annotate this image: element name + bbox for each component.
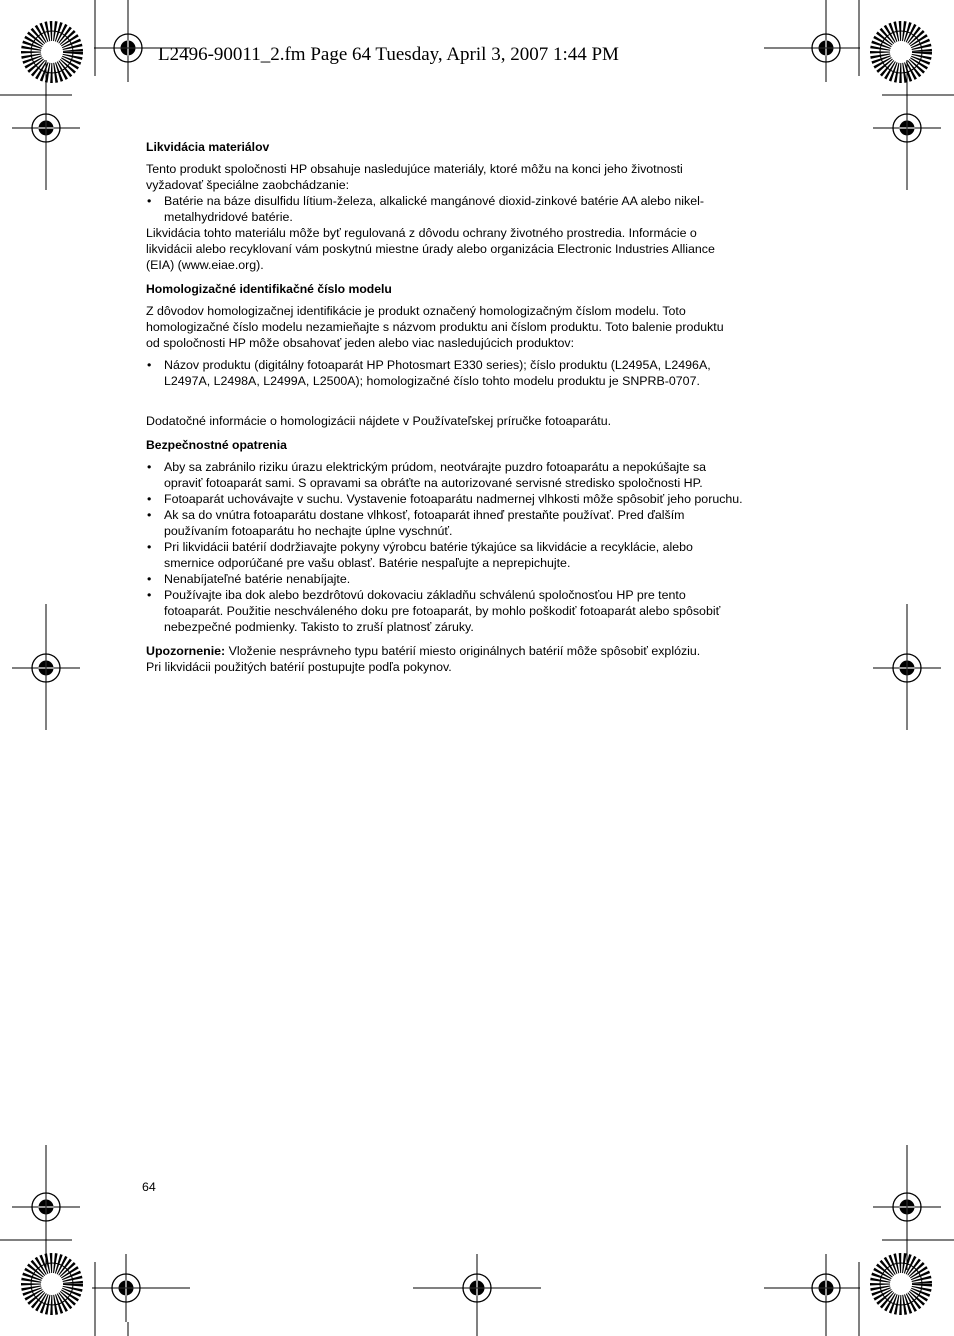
list-item-line: Názov produktu (digitálny fotoaparát HP Photosmart E330 series); číslo produktu (L2495A, L2496A, xyxy=(164,358,711,372)
list-item-line: smernice odporúčané pre vašu oblasť. Batérie nespaľujte a neprepichujte. xyxy=(164,556,571,570)
list-item-line: Fotoaparát uchovávajte v suchu. Vystavenie fotoaparátu nadmernej vlhkosti môže spôsobiť jeho poruchu. xyxy=(164,492,743,506)
list-item-line: nebezpečné podmienky. Takisto to zruší platnosť záruky. xyxy=(164,620,474,634)
section-disposal xyxy=(146,139,771,273)
page-number: 64 xyxy=(142,1180,156,1194)
list-item xyxy=(146,491,771,507)
starburst-mark-top-left xyxy=(31,31,73,73)
list-item xyxy=(146,539,771,571)
list-item xyxy=(146,507,771,539)
section-heading: Homologizačné identifikačné číslo modelu xyxy=(146,282,392,296)
paragraph-line: Pri likvidácii použitých batérií postupujte podľa pokynov. xyxy=(146,660,452,674)
list-item-line: Ak sa do vnútra fotoaparátu dostane vlhkosť, fotoaparát ihneď prestaňte používať. Pred ďalším xyxy=(164,508,685,522)
list-item xyxy=(146,587,771,635)
starburst-mark-bottom-left xyxy=(31,1263,73,1305)
warning-text: Vloženie nesprávneho typu batérií miesto originálnych batérií môže spôsobiť explóziu. xyxy=(225,644,701,658)
list-item-line: fotoaparát. Použitie neschváleného doku pre fotoaparát, by mohlo poškodiť fotoaparát alebo spôsobiť xyxy=(164,604,721,618)
paragraph-line: vyžadovať špeciálne zaobchádzanie: xyxy=(146,178,350,192)
list-item-line: Nenabíjateľné batérie nenabíjajte. xyxy=(164,572,351,586)
section-heading: Bezpečnostné opatrenia xyxy=(146,438,287,452)
paragraph-line: Z dôvodov homologizačnej identifikácie je produkt označený homologizačným číslom modelu. Toto xyxy=(146,304,686,318)
section-heading: Likvidácia materiálov xyxy=(146,140,270,154)
print-header: L2496-90011_2.fm Page 64 Tuesday, April 3, 2007 1:44 PM xyxy=(158,44,619,65)
section-regulatory xyxy=(146,281,771,429)
list-item-line: metalhydridové batérie. xyxy=(164,210,293,224)
list-item-line: používaním fotoaparátu ho nechajte úplne vyschnúť. xyxy=(164,524,453,538)
bullet-list xyxy=(146,459,771,635)
section-warning xyxy=(146,643,771,675)
starburst-mark-bottom-right xyxy=(880,1263,922,1305)
warning-label: Upozornenie: xyxy=(146,644,226,658)
list-item-line: Používajte iba dok alebo bezdrôtovú dokovaciu základňu schválenú spoločnosťou HP pre tento xyxy=(164,588,686,602)
list-item xyxy=(146,193,771,225)
page-content xyxy=(146,139,771,675)
paragraph-line: homologizačné číslo modelu nezamieňajte s názvom produktu ani číslom produktu. Toto balenie produktu xyxy=(146,320,724,334)
list-item-line: Batérie na báze disulfidu lítium-železa, alkalické mangánové dioxid-zinkové batérie AA alebo nikel- xyxy=(164,194,704,208)
paragraph-line: Likvidácia tohto materiálu môže byť regulovaná z dôvodu ochrany životného prostredia. Informácie o xyxy=(146,226,697,240)
section-safety xyxy=(146,437,771,635)
paragraph-line: od spoločnosti HP môže obsahovať jeden alebo viac nasledujúcich produktov: xyxy=(146,336,575,350)
starburst-mark-top-right xyxy=(880,31,922,73)
list-item-line: Aby sa zabránilo riziku úrazu elektrickým prúdom, neotvárajte puzdro fotoaparátu a nepokúšajte sa xyxy=(164,460,707,474)
bullet-list xyxy=(146,193,771,225)
bullet-list xyxy=(146,357,771,389)
list-item-line: L2497A, L2498A, L2499A, L2500A); homologizačné číslo tohto modelu produktu je SNPRB-0707. xyxy=(164,374,700,388)
warning-line xyxy=(146,643,771,659)
paragraph-line: (EIA) (www.eiae.org). xyxy=(146,258,264,272)
paragraph-line: Dodatočné informácie o homologizácii nájdete v Používateľskej príručke fotoaparátu. xyxy=(146,414,612,428)
paragraph-line: Tento produkt spoločnosti HP obsahuje nasledujúce materiály, ktoré môžu na konci jeho životnosti xyxy=(146,162,683,176)
paragraph-line: likvidácii alebo recyklovaní vám poskytnú miestne úrady alebo organizácia Electronic Industries Alliance xyxy=(146,242,715,256)
list-item-line: Pri likvidácii batérií dodržiavajte pokyny výrobcu batérie týkajúce sa likvidácie a recyklácie, alebo xyxy=(164,540,693,554)
list-item-line: opraviť fotoaparát sami. S opravami sa obráťte na autorizované servisné stredisko spoločnosti HP. xyxy=(164,476,703,490)
list-item xyxy=(146,459,771,491)
list-item xyxy=(146,571,771,587)
list-item xyxy=(146,357,771,389)
